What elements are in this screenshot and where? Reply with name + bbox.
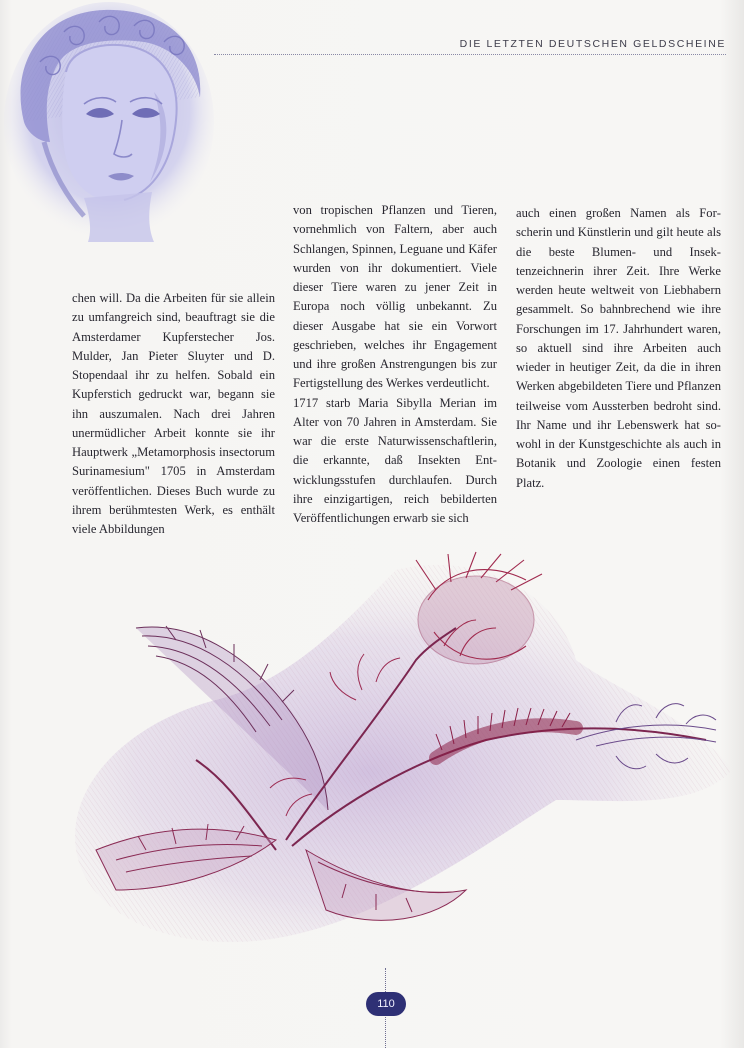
text-column-1 xyxy=(72,289,275,539)
text-column-3 xyxy=(516,204,721,493)
column-2-paragraph-1: von tropischen Pflanzen und Tieren, vornehmlich von Faltern, aber auch Schlangen, Spinnen, Leguane und Käfer wurden von ihr dokumentiert. Viele dieser Tiere waren zu jener Zeit in Europa noch völlig unbekannt. Zu dieser Ausgabe hat sie ein Vorwort geschrieben, welches ihr Engagement und ihre großen Anstrengungen bis zur Fertigstellung des Werkes verdeutlicht. xyxy=(293,203,497,391)
header-dotted-rule xyxy=(214,54,726,55)
column-3-paragraph: auch einen großen Namen als Forscherin und Künstlerin und gilt heute als die beste Blumen- und Insektenzeichnerin ihrer Zeit. Ihre Werke werden heute weltweit von Liebhabern gesammelt. So bahnbrechend wie ihre Forschungen im 17. Jahrhundert waren, so aktuell sind ihre Arbeiten auch wieder in heutiger Zeit, da die in ihren Werken abgebildeten Tiere und Pflanzen teilweise vom Aussterben bedroht sind. Ihr Name und ihr Lebenswerk hat sowohl in der Kunstgeschichte als auch in Botanik und Zoologie einen festen Platz. xyxy=(516,206,721,490)
page-number-badge: 110 xyxy=(366,992,406,1016)
column-1-paragraph: chen will. Da die Arbeiten für sie allein zu umfangreich sind, beauftragt sie die Amsterdamer Kupferstecher Jos. Mulder, Jan Pieter Sluyter und D. Stopendaal ihr zu helfen. Sobald ein Kupferstich gedruckt war, begann sie ihn auszumalen. Nach drei Jahren unermüdlicher Arbeit konnte sie ihr Hauptwerk „Metamorphosis insectorum Surinamesium" 1705 in Amsterdam veröffentlichen. Dieses Buch wurde zu ihrem berühmtesten Werk, es enthält viele Abbildungen xyxy=(72,291,275,536)
running-header xyxy=(214,38,726,58)
botanical-engraving xyxy=(56,550,736,950)
running-title: DIE LETZTEN DEUTSCHEN GELDSCHEINE xyxy=(459,38,726,50)
portrait-engraving xyxy=(4,2,214,242)
column-2-paragraph-2: 1717 starb Maria Sibylla Merian im Alter von 70 Jahren in Amsterdam. Sie war die erste Naturwissenschaftlerin, die erkannte, daß Insekten Entwicklungsstufen durchlaufen. Durch ihre einzigartigen, reich bebilderten Veröffentlichungen erwarb sie sich xyxy=(293,395,497,525)
text-column-2 xyxy=(293,201,497,528)
